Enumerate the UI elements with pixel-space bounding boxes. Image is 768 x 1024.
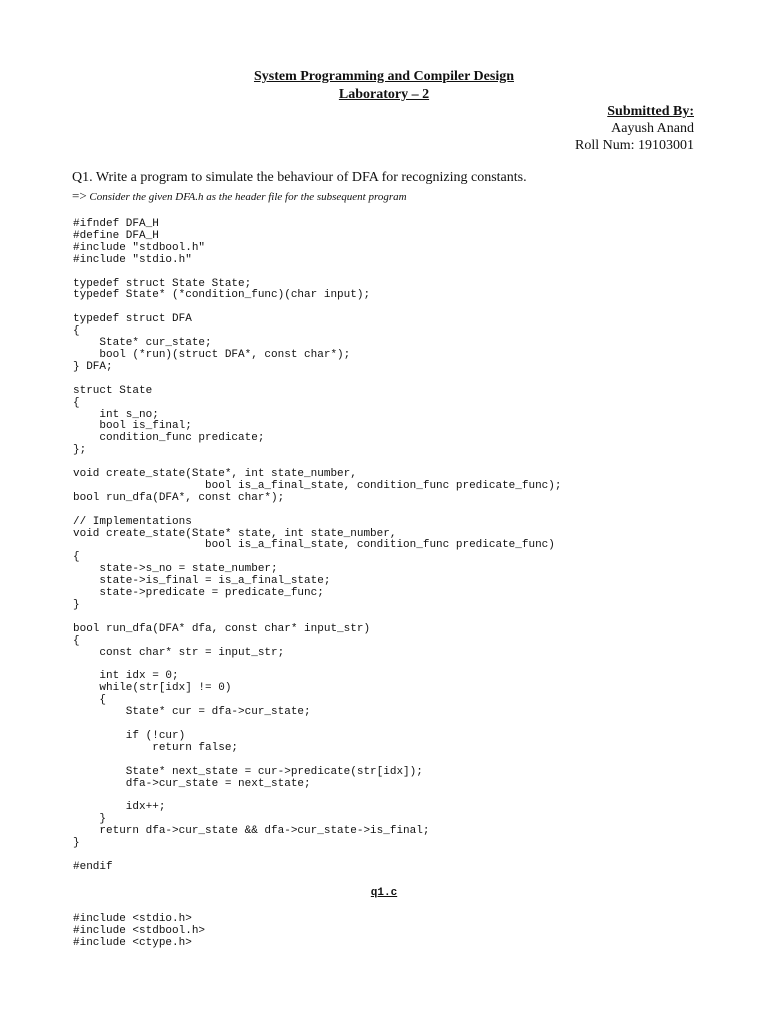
author-name: Aayush Anand — [611, 121, 694, 136]
file-label-q1: q1.c — [370, 887, 398, 899]
note-text: Consider the given DFA.h as the header file for the subsequent program — [89, 191, 407, 203]
document-title: System Programming and Compiler Design — [253, 69, 515, 84]
submitted-by-label: Submitted By: — [607, 104, 694, 119]
roll-number: Roll Num: 19103001 — [574, 138, 694, 153]
q1-code-block: #include <stdio.h> #include <stdbool.h> #include <ctype.h> — [73, 913, 206, 949]
header-file-note — [72, 188, 407, 204]
lab-subtitle: Laboratory – 2 — [338, 87, 430, 102]
question-text: Q1. Write a program to simulate the behaviour of DFA for recognizing constants. — [72, 170, 527, 185]
dfa-header-code-block: #ifndef DFA_H #define DFA_H #include "stdbool.h" #include "stdio.h" typedef struct State State; typedef State* (*condition_func)(char input); typedef struct DFA { State* cur_state; bool (*run)(struct DFA*, const char*); } DFA; struct State { int s_no; bool is_final; condition_func predicate; }; void create_state(State*, int state_number, bool is_a_final_state, condition_func predicate_func); bool run_dfa(DFA*, const char*); // Implementations void create_state(State* state, int state_number, bool is_a_final_state, condition_func predicate_func) { state->s_no = state_number; state->is_final = is_a_final_state; state->predicate = predicate_func; } bool run_dfa(DFA* dfa, const char* input_str) { const char* str = input_str; int idx = 0; while(str[idx] != 0) { State* cur = dfa->cur_state; if (!cur) return false; State* next_state = cur->predicate(str[idx]); dfa->cur_state = next_state; idx++; } return dfa->cur_state && dfa->cur_state->is_final; } #endif — [73, 218, 562, 873]
arrow-icon: => — [72, 188, 87, 203]
